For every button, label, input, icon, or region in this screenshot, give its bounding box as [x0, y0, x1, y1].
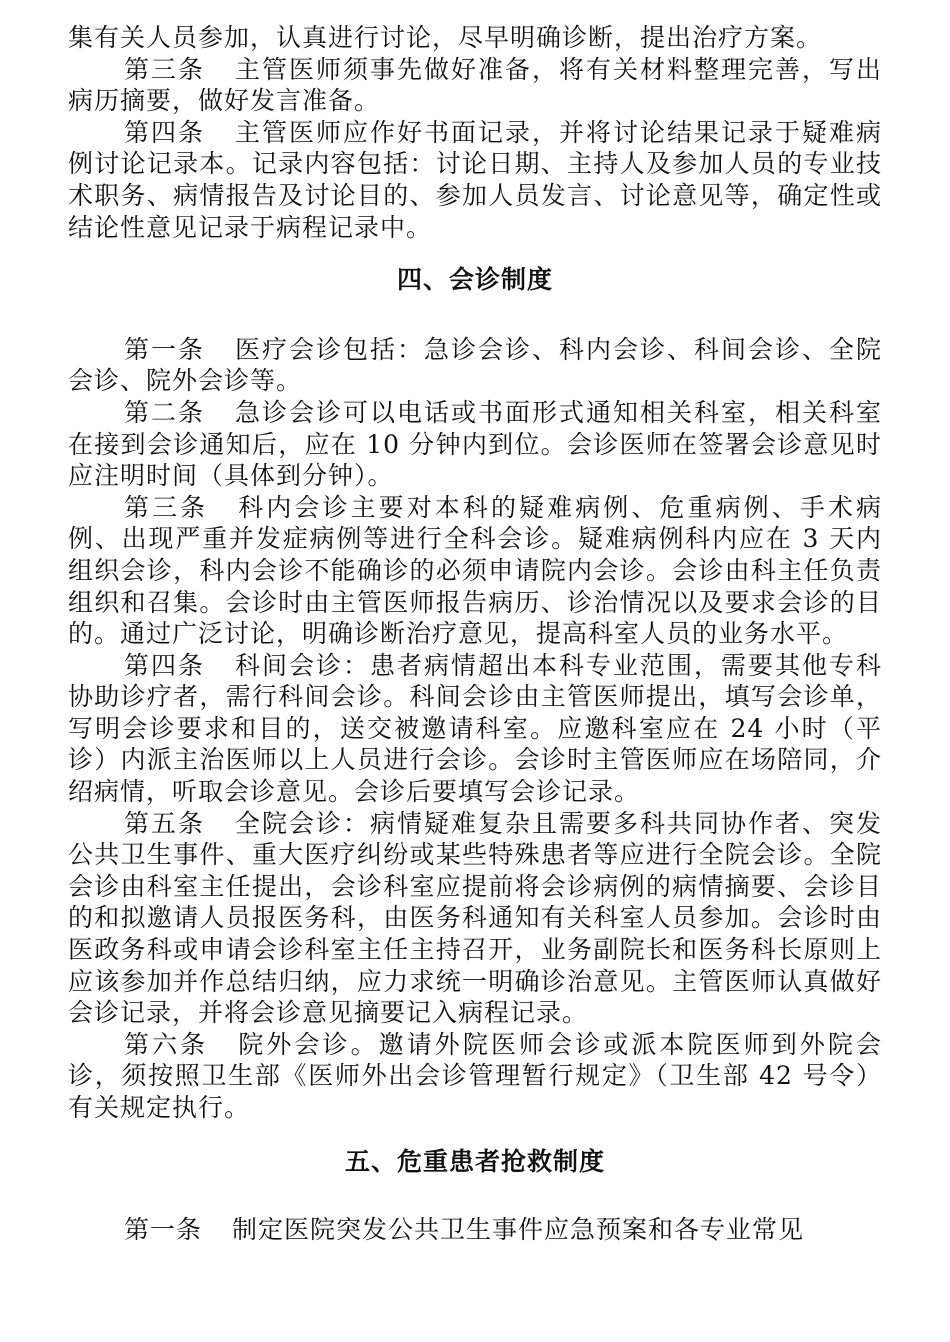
- article-paragraph: [68, 334, 882, 397]
- article-text: 科内会诊主要对本科的疑难病例、危重病例、手术病例、出现严重并发症病例等进行全科会诊。疑难病例科内应在 3 天内组织会诊，科内会诊不能确诊的必须申请院内会诊。会诊由科主任负责组织和召集。会诊时由主管医师报告病历、诊治情况以及要求会诊的目的。通过广泛讨论，明确诊断治疗意见，提高科室人员的业务水平。: [68, 492, 882, 649]
- article-label: 第六条: [124, 1029, 209, 1059]
- article-text: 医疗会诊包括：急诊会诊、科内会诊、科间会诊、全院会诊、院外会诊等。: [68, 334, 882, 396]
- article-paragraph: [68, 54, 882, 117]
- section-heading-consultation: 四、会诊制度: [396, 265, 553, 295]
- article-label: 第二条: [124, 397, 205, 427]
- article-text: 全院会诊：病情疑难复杂且需要多科共同协作者、突发公共卫生事件、重大医疗纠纷或某些特殊患者等应进行全院会诊。全院会诊由科室主任提出，会诊科室应提前将会诊病例的病情摘要、会诊目的和拟邀请人员报医务科，由医务科通知有关科室人员参加。会诊时由医政务科或申请会诊科室主任主持召开，业务副院长和医务科长原则上应该参加并作总结归纳，应力求统一明确诊治意见。主管医师认真做好会诊记录，并将会诊意见摘要记入病程记录。: [68, 808, 882, 1028]
- section-heading-critical-rescue: 五、危重患者抢救制度: [344, 1146, 605, 1176]
- document-page: [68, 22, 882, 1246]
- paragraph-text: 集有关人员参加，认真进行讨论，尽早明确诊断，提出治疗方案。: [68, 23, 823, 52]
- article-label: 第四条: [124, 117, 205, 147]
- paragraph-continuation: [68, 22, 882, 54]
- article-text: 院外会诊。邀请外院医师会诊或派本院医师到外院会诊，须按照卫生部《医师外出会诊管理暂行规定》（卫生部 42 号令）有关规定执行。: [68, 1029, 882, 1122]
- article-text: 主管医师应作好书面记录，并将讨论结果记录于疑难病例讨论记录本。记录内容包括：讨论日期、主持人及参加人员的专业技术职务、病情报告及讨论目的、参加人员发言、讨论意见等，确定性或结论性意见记录于病程记录中。: [68, 117, 882, 242]
- article-text: 主管医师须事先做好准备，将有关材料整理完善，写出病历摘要，做好发言准备。: [68, 54, 882, 116]
- article-paragraph: [68, 650, 882, 808]
- article-label: 第一条: [124, 1215, 203, 1245]
- article-label: 第四条: [124, 650, 205, 680]
- article-text: 科间会诊：患者病情超出本科专业范围，需要其他专科协助诊疗者，需行科间会诊。科间会诊由主管医师提出，填写会诊单，写明会诊要求和目的，送交被邀请科室。应邀科室应在 24 小时（平诊）内派主治医师以上人员进行会诊。会诊时主管医师应在场陪同，介绍病情，听取会诊意见。会诊后要填写会诊记录。: [68, 650, 882, 807]
- article-paragraph: [68, 492, 882, 650]
- article-label: 第三条: [124, 54, 205, 84]
- article-text: 急诊会诊可以电话或书面形式通知相关科室，相关科室在接到会诊通知后，应在 10 分钟内到位。会诊医师在签署会诊意见时应注明时间（具体到分钟）。: [68, 397, 882, 491]
- article-paragraph: [68, 1029, 882, 1124]
- article-label: 第五条: [124, 808, 205, 838]
- article-paragraph: [68, 808, 882, 1029]
- article-paragraph: [68, 117, 882, 243]
- article-text: 制定医院突发公共卫生事件应急预案和各专业常见: [232, 1215, 805, 1245]
- article-paragraph: [68, 397, 882, 492]
- article-paragraph: [68, 1214, 882, 1246]
- article-label: 第三条: [124, 492, 209, 522]
- article-label: 第一条: [124, 334, 205, 364]
